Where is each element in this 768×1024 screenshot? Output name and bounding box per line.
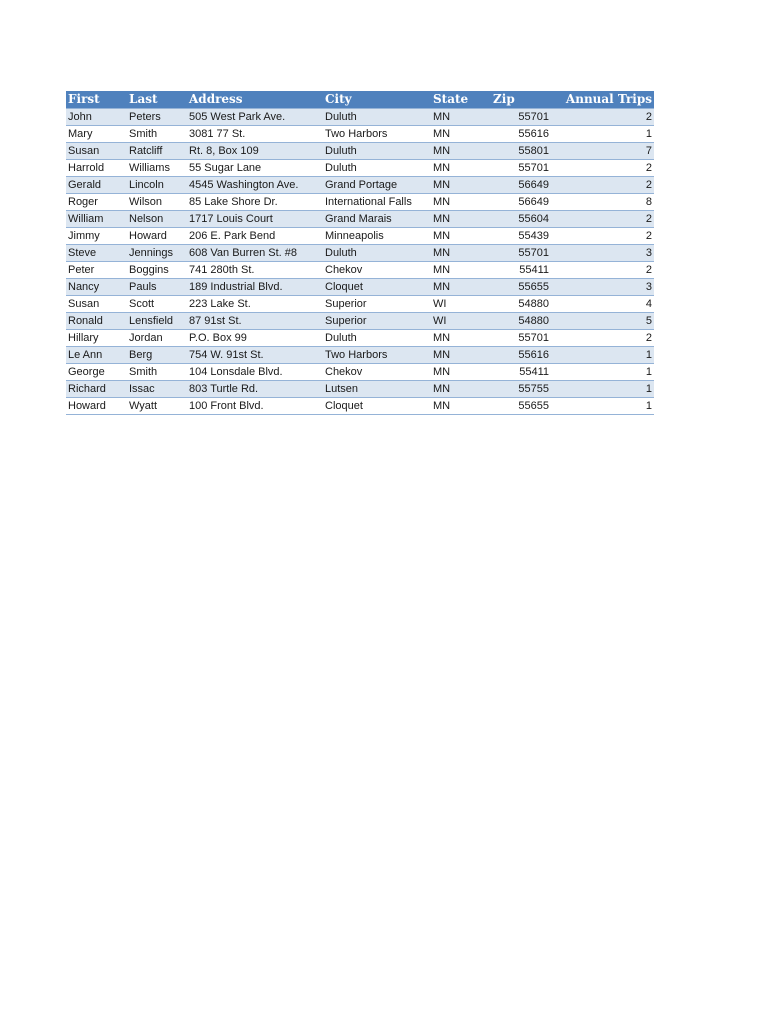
cell-first: Susan bbox=[66, 143, 127, 160]
cell-city: Two Harbors bbox=[323, 347, 431, 364]
cell-city: Minneapolis bbox=[323, 228, 431, 245]
cell-first: Hillary bbox=[66, 330, 127, 347]
cell-last: Williams bbox=[127, 160, 187, 177]
cell-last: Smith bbox=[127, 364, 187, 381]
table-row bbox=[66, 160, 654, 177]
cell-address: 104 Lonsdale Blvd. bbox=[187, 364, 323, 381]
cell-zip: 55616 bbox=[491, 347, 551, 364]
cell-state: MN bbox=[431, 177, 491, 194]
cell-address: 754 W. 91st St. bbox=[187, 347, 323, 364]
cell-state: MN bbox=[431, 279, 491, 296]
cell-address: Rt. 8, Box 109 bbox=[187, 143, 323, 160]
cell-state: MN bbox=[431, 109, 491, 126]
cell-annual-trips: 1 bbox=[551, 126, 654, 143]
cell-annual-trips: 5 bbox=[551, 313, 654, 330]
cell-last: Ratcliff bbox=[127, 143, 187, 160]
table-row bbox=[66, 381, 654, 398]
table-row bbox=[66, 245, 654, 262]
cell-state: WI bbox=[431, 313, 491, 330]
table-row bbox=[66, 296, 654, 313]
cell-address: 206 E. Park Bend bbox=[187, 228, 323, 245]
cell-first: Susan bbox=[66, 296, 127, 313]
cell-last: Pauls bbox=[127, 279, 187, 296]
table-row bbox=[66, 143, 654, 160]
cell-address: 608 Van Burren St. #8 bbox=[187, 245, 323, 262]
cell-first: George bbox=[66, 364, 127, 381]
table-row bbox=[66, 228, 654, 245]
table-row bbox=[66, 364, 654, 381]
cell-city: Duluth bbox=[323, 109, 431, 126]
cell-address: 803 Turtle Rd. bbox=[187, 381, 323, 398]
cell-zip: 55701 bbox=[491, 245, 551, 262]
cell-address: P.O. Box 99 bbox=[187, 330, 323, 347]
cell-last: Lensfield bbox=[127, 313, 187, 330]
cell-first: Jimmy bbox=[66, 228, 127, 245]
cell-address: 189 Industrial Blvd. bbox=[187, 279, 323, 296]
cell-city: Duluth bbox=[323, 160, 431, 177]
cell-state: MN bbox=[431, 245, 491, 262]
cell-state: MN bbox=[431, 228, 491, 245]
cell-annual-trips: 1 bbox=[551, 347, 654, 364]
cell-zip: 55801 bbox=[491, 143, 551, 160]
cell-state: MN bbox=[431, 143, 491, 160]
cell-city: International Falls bbox=[323, 194, 431, 211]
cell-city: Duluth bbox=[323, 245, 431, 262]
cell-last: Wilson bbox=[127, 194, 187, 211]
cell-zip: 55655 bbox=[491, 398, 551, 415]
cell-address: 223 Lake St. bbox=[187, 296, 323, 313]
cell-last: Issac bbox=[127, 381, 187, 398]
cell-address: 741 280th St. bbox=[187, 262, 323, 279]
cell-zip: 55655 bbox=[491, 279, 551, 296]
cell-state: WI bbox=[431, 296, 491, 313]
cell-state: MN bbox=[431, 160, 491, 177]
cell-state: MN bbox=[431, 194, 491, 211]
header-row bbox=[66, 91, 654, 109]
cell-last: Jennings bbox=[127, 245, 187, 262]
cell-state: MN bbox=[431, 262, 491, 279]
header-state: State bbox=[431, 91, 491, 109]
cell-zip: 56649 bbox=[491, 194, 551, 211]
table-row bbox=[66, 330, 654, 347]
cell-first: Richard bbox=[66, 381, 127, 398]
table-row bbox=[66, 313, 654, 330]
cell-city: Cloquet bbox=[323, 398, 431, 415]
table-row bbox=[66, 279, 654, 296]
cell-address: 85 Lake Shore Dr. bbox=[187, 194, 323, 211]
cell-annual-trips: 2 bbox=[551, 211, 654, 228]
cell-annual-trips: 2 bbox=[551, 177, 654, 194]
cell-zip: 55616 bbox=[491, 126, 551, 143]
cell-last: Berg bbox=[127, 347, 187, 364]
table-row bbox=[66, 177, 654, 194]
cell-zip: 56649 bbox=[491, 177, 551, 194]
cell-last: Scott bbox=[127, 296, 187, 313]
cell-last: Boggins bbox=[127, 262, 187, 279]
cell-annual-trips: 7 bbox=[551, 143, 654, 160]
cell-city: Grand Portage bbox=[323, 177, 431, 194]
cell-first: Gerald bbox=[66, 177, 127, 194]
cell-address: 55 Sugar Lane bbox=[187, 160, 323, 177]
cell-zip: 55411 bbox=[491, 364, 551, 381]
header-city: City bbox=[323, 91, 431, 109]
table-header bbox=[66, 91, 654, 109]
cell-city: Duluth bbox=[323, 330, 431, 347]
cell-last: Peters bbox=[127, 109, 187, 126]
header-zip: Zip bbox=[491, 91, 551, 109]
cell-city: Lutsen bbox=[323, 381, 431, 398]
cell-zip: 55701 bbox=[491, 330, 551, 347]
cell-city: Superior bbox=[323, 296, 431, 313]
header-annual-trips: Annual Trips bbox=[551, 91, 654, 109]
cell-annual-trips: 1 bbox=[551, 381, 654, 398]
cell-state: MN bbox=[431, 330, 491, 347]
table-row bbox=[66, 194, 654, 211]
table-row bbox=[66, 398, 654, 415]
cell-zip: 55755 bbox=[491, 381, 551, 398]
header-last: Last bbox=[127, 91, 187, 109]
cell-first: Le Ann bbox=[66, 347, 127, 364]
cell-city: Chekov bbox=[323, 262, 431, 279]
cell-city: Cloquet bbox=[323, 279, 431, 296]
cell-zip: 55604 bbox=[491, 211, 551, 228]
header-first: First bbox=[66, 91, 127, 109]
table-body bbox=[66, 109, 654, 415]
cell-city: Superior bbox=[323, 313, 431, 330]
cell-address: 505 West Park Ave. bbox=[187, 109, 323, 126]
cell-first: Mary bbox=[66, 126, 127, 143]
cell-first: Steve bbox=[66, 245, 127, 262]
cell-city: Duluth bbox=[323, 143, 431, 160]
cell-zip: 54880 bbox=[491, 313, 551, 330]
cell-first: Harrold bbox=[66, 160, 127, 177]
cell-last: Lincoln bbox=[127, 177, 187, 194]
cell-first: Peter bbox=[66, 262, 127, 279]
cell-first: Ronald bbox=[66, 313, 127, 330]
table-row bbox=[66, 109, 654, 126]
cell-zip: 55701 bbox=[491, 160, 551, 177]
table-row bbox=[66, 211, 654, 228]
cell-zip: 55439 bbox=[491, 228, 551, 245]
cell-city: Grand Marais bbox=[323, 211, 431, 228]
cell-state: MN bbox=[431, 126, 491, 143]
cell-annual-trips: 4 bbox=[551, 296, 654, 313]
cell-annual-trips: 1 bbox=[551, 398, 654, 415]
cell-city: Two Harbors bbox=[323, 126, 431, 143]
cell-state: MN bbox=[431, 211, 491, 228]
cell-state: MN bbox=[431, 381, 491, 398]
cell-state: MN bbox=[431, 398, 491, 415]
cell-annual-trips: 2 bbox=[551, 228, 654, 245]
header-address: Address bbox=[187, 91, 323, 109]
cell-annual-trips: 2 bbox=[551, 330, 654, 347]
cell-annual-trips: 8 bbox=[551, 194, 654, 211]
cell-address: 4545 Washington Ave. bbox=[187, 177, 323, 194]
cell-zip: 55411 bbox=[491, 262, 551, 279]
cell-city: Chekov bbox=[323, 364, 431, 381]
table-row bbox=[66, 126, 654, 143]
cell-annual-trips: 2 bbox=[551, 109, 654, 126]
table-row bbox=[66, 347, 654, 364]
cell-state: MN bbox=[431, 347, 491, 364]
cell-address: 100 Front Blvd. bbox=[187, 398, 323, 415]
cell-first: John bbox=[66, 109, 127, 126]
cell-first: Howard bbox=[66, 398, 127, 415]
cell-last: Smith bbox=[127, 126, 187, 143]
cell-first: Nancy bbox=[66, 279, 127, 296]
cell-address: 3081 77 St. bbox=[187, 126, 323, 143]
cell-state: MN bbox=[431, 364, 491, 381]
customer-table bbox=[66, 91, 654, 415]
cell-last: Wyatt bbox=[127, 398, 187, 415]
cell-first: William bbox=[66, 211, 127, 228]
cell-zip: 55701 bbox=[491, 109, 551, 126]
cell-address: 1717 Louis Court bbox=[187, 211, 323, 228]
cell-annual-trips: 1 bbox=[551, 364, 654, 381]
cell-zip: 54880 bbox=[491, 296, 551, 313]
cell-annual-trips: 3 bbox=[551, 245, 654, 262]
cell-address: 87 91st St. bbox=[187, 313, 323, 330]
cell-last: Jordan bbox=[127, 330, 187, 347]
cell-first: Roger bbox=[66, 194, 127, 211]
cell-last: Nelson bbox=[127, 211, 187, 228]
cell-annual-trips: 2 bbox=[551, 160, 654, 177]
table-row bbox=[66, 262, 654, 279]
cell-last: Howard bbox=[127, 228, 187, 245]
cell-annual-trips: 3 bbox=[551, 279, 654, 296]
cell-annual-trips: 2 bbox=[551, 262, 654, 279]
